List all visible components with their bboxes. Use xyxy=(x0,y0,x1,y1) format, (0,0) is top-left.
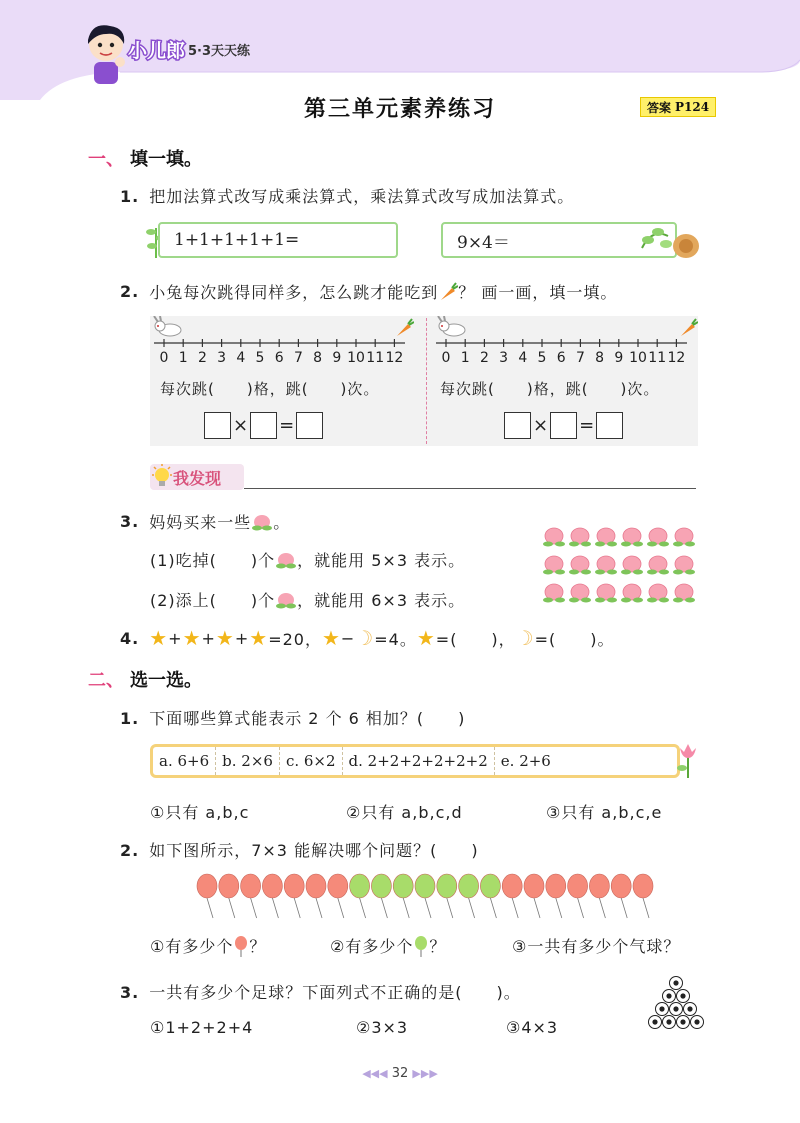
answer-square[interactable] xyxy=(596,412,623,439)
s1-q2 xyxy=(120,280,617,303)
moon-answer-blank[interactable]: =( )。 xyxy=(534,629,615,649)
answer-square[interactable] xyxy=(296,412,323,439)
section-2-heading xyxy=(88,666,202,692)
page-number-text: 32 xyxy=(391,1066,409,1081)
s2-q3 xyxy=(120,980,521,1003)
s2-q2-choice-1-text: ①有多少个 xyxy=(150,937,234,956)
peach-grid xyxy=(540,524,700,608)
peach xyxy=(543,556,565,575)
ruler-right xyxy=(432,316,702,366)
s2-q2-number: 2. xyxy=(120,841,140,860)
star-icon: ★ xyxy=(416,626,436,650)
peach xyxy=(621,528,643,547)
option-b[interactable]: b. 2×6 xyxy=(216,747,280,775)
minus-sign: − xyxy=(340,628,356,648)
fill-line-left: 每次跳( )格，跳( )次。 xyxy=(160,380,380,398)
section-2-number: 二、 xyxy=(88,670,124,691)
carrot-icon xyxy=(438,282,458,302)
red-balloon xyxy=(306,874,326,918)
discover-label: 我发现 xyxy=(173,469,222,488)
peach xyxy=(673,584,695,603)
tick-label: 3 xyxy=(217,350,227,366)
tick-label: 10 xyxy=(347,350,365,366)
equals-sign: = xyxy=(579,415,595,436)
s2-q2-choice-2-text: ②有多少个 xyxy=(330,937,414,956)
s1-q3-number: 3. xyxy=(120,512,140,531)
peach xyxy=(543,528,565,547)
panel-divider xyxy=(426,318,427,444)
peach xyxy=(647,556,669,575)
red-balloon xyxy=(568,874,588,918)
football xyxy=(649,1016,662,1029)
s1-q2-text-b: ？ 画一画，填一填。 xyxy=(458,283,618,302)
brand-name: 小儿郎 xyxy=(128,40,186,62)
star-icon: ★ xyxy=(249,626,269,650)
s1-q1-box-2-text: 9×4＝ xyxy=(457,232,510,253)
rabbit-icon xyxy=(152,316,184,338)
s2-q1-text: 下面哪些算式能表示 2 个 6 相加？( ) xyxy=(149,709,466,728)
peach-icon xyxy=(251,512,273,532)
s1-q1-number: 1. xyxy=(120,187,140,206)
s2-q2-text: 如下图所示，7×3 能解决哪个问题？( ) xyxy=(149,841,479,860)
s2-q2 xyxy=(120,838,479,861)
star-icon: ★ xyxy=(149,626,169,650)
star-icon: ★ xyxy=(182,626,202,650)
s1-q2-number: 2. xyxy=(120,282,140,301)
peach xyxy=(569,528,591,547)
peach-icon xyxy=(275,590,297,610)
peach xyxy=(673,528,695,547)
answer-ref: P124 xyxy=(675,100,710,114)
carrot-icon xyxy=(394,318,414,338)
peach xyxy=(647,584,669,603)
tick-label: 4 xyxy=(236,350,246,366)
peach xyxy=(673,556,695,575)
plus-sign: + xyxy=(168,628,183,648)
moon-icon: ☽ xyxy=(515,626,535,650)
green-balloon xyxy=(459,874,479,918)
tick-label: 11 xyxy=(648,350,667,366)
peach xyxy=(647,528,669,547)
s1-q1-box-1-text: 1+1+1+1+1= xyxy=(174,230,300,250)
tick-label: 0 xyxy=(441,350,451,366)
s2-q2-choice-3[interactable]: ③一共有多少个气球？ xyxy=(512,937,681,956)
tick-label: 9 xyxy=(332,350,342,366)
red-balloon xyxy=(328,874,348,918)
option-e[interactable]: e. 2+6 xyxy=(500,752,551,770)
green-balloon-icon xyxy=(413,935,429,957)
section-1-heading xyxy=(88,145,202,171)
section-2-title: 选一选。 xyxy=(130,670,202,691)
s2-q2-choice-2[interactable] xyxy=(330,934,446,957)
s2-q2-choice-1[interactable] xyxy=(150,934,266,957)
peach xyxy=(595,556,617,575)
green-balloon xyxy=(371,874,391,918)
star-icon: ★ xyxy=(215,626,235,650)
tick-label: 7 xyxy=(575,350,585,366)
carrot-icon xyxy=(678,318,698,338)
s1-q1 xyxy=(120,184,574,207)
s1-q2-text-a: 小兔每次跳得同样多，怎么跳才能吃到 xyxy=(149,283,439,302)
s1-q3-text: 妈妈买来一些 xyxy=(149,513,252,532)
tick-label: 0 xyxy=(159,350,169,366)
s1-q1-text: 把加法算式改写成乘法算式，乘法算式改写成加法算式。 xyxy=(149,187,575,206)
rabbit-icon xyxy=(436,316,468,338)
green-balloon xyxy=(437,874,457,918)
tick-label: 5 xyxy=(255,350,265,366)
equation-right xyxy=(504,412,623,439)
red-balloon xyxy=(262,874,282,918)
s2-q3-number: 3. xyxy=(120,983,140,1002)
s2-q3-text: 一共有多少个足球？下面列式不正确的是( )。 xyxy=(149,983,521,1002)
brand-series: 5·3天天练 xyxy=(188,44,251,59)
mascot-icon xyxy=(82,22,130,86)
s1-q3-end: 。 xyxy=(273,513,291,532)
discover-answer-line[interactable] xyxy=(244,488,696,489)
s1-q3-line1 xyxy=(150,548,465,571)
tick-label: 11 xyxy=(366,350,385,366)
tick-label: 10 xyxy=(629,350,647,366)
football xyxy=(663,1016,676,1029)
times-sign: × xyxy=(233,415,249,436)
eq-20: =20， xyxy=(268,629,322,649)
s2-q1 xyxy=(120,706,465,729)
peach-icon xyxy=(275,550,297,570)
lightbulb-icon xyxy=(150,464,174,490)
s1-q4-number: 4. xyxy=(120,628,140,648)
red-balloon xyxy=(241,874,261,918)
fill-line-right: 每次跳( )格，跳( )次。 xyxy=(440,380,660,398)
football xyxy=(670,1003,683,1016)
s2-q3-choice-1[interactable]: ①1+2+2+4 xyxy=(150,1018,254,1037)
equals-sign: = xyxy=(279,415,295,436)
football xyxy=(691,1016,704,1029)
answer-tag xyxy=(640,97,716,117)
times-sign: × xyxy=(533,415,549,436)
option-a[interactable]: a. 6+6 xyxy=(153,747,216,775)
football xyxy=(663,990,676,1003)
s2-q1-choice-1[interactable]: ①只有 a,b,c xyxy=(150,803,250,822)
tick-label: 4 xyxy=(518,350,528,366)
prev-arrows: ◀◀◀ xyxy=(362,1067,388,1080)
section-1-title: 填一填。 xyxy=(130,149,202,170)
question-mark: ？ xyxy=(429,937,447,956)
s1-q3 xyxy=(120,510,290,533)
s1-q3-line2-b: ，就能用 6×3 表示。 xyxy=(297,591,466,610)
red-balloon xyxy=(589,874,609,918)
eq-4: =4。 xyxy=(374,629,417,649)
green-balloon xyxy=(393,874,413,918)
answer-square[interactable] xyxy=(250,412,277,439)
green-balloon xyxy=(350,874,370,918)
red-balloon xyxy=(524,874,544,918)
s1-q3-line1-b: ，就能用 5×3 表示。 xyxy=(297,551,466,570)
answer-square[interactable] xyxy=(504,412,531,439)
question-mark: ？ xyxy=(249,937,267,956)
football xyxy=(677,1016,690,1029)
tick-label: 6 xyxy=(556,350,566,366)
page-title: 第三单元素养练习 xyxy=(303,97,496,122)
ruler-left xyxy=(150,316,420,366)
red-balloon-icon xyxy=(233,935,249,957)
page-number xyxy=(0,1066,800,1081)
football xyxy=(677,990,690,1003)
option-c[interactable]: c. 6×2 xyxy=(280,747,343,775)
red-balloon xyxy=(284,874,304,918)
tick-label: 8 xyxy=(595,350,605,366)
tulip-icon xyxy=(676,742,700,778)
peach xyxy=(543,584,565,603)
moon-icon: ☽ xyxy=(355,626,375,650)
star-answer-blank[interactable]: =( )， xyxy=(435,629,516,649)
green-balloon xyxy=(480,874,500,918)
peach xyxy=(595,528,617,547)
red-balloon xyxy=(546,874,566,918)
peach xyxy=(621,556,643,575)
peach xyxy=(569,556,591,575)
football-pyramid xyxy=(644,976,708,1032)
s1-q4 xyxy=(120,626,615,650)
red-balloon xyxy=(611,874,631,918)
football xyxy=(684,1003,697,1016)
plus-sign: + xyxy=(234,628,250,648)
s1-q3-line2 xyxy=(150,588,465,611)
football xyxy=(656,1003,669,1016)
red-balloon xyxy=(502,874,522,918)
s2-q1-choice-3[interactable]: ③只有 a,b,c,e xyxy=(546,803,663,822)
s2-q3-choice-3[interactable]: ③4×3 xyxy=(506,1018,559,1037)
red-balloon xyxy=(633,874,653,918)
peach xyxy=(621,584,643,603)
peach xyxy=(595,584,617,603)
option-d[interactable]: d. 2+2+2+2+2+2 xyxy=(343,747,495,775)
tick-label: 5 xyxy=(537,350,547,366)
tick-label: 12 xyxy=(385,350,404,366)
tick-label: 12 xyxy=(667,350,686,366)
tick-label: 9 xyxy=(614,350,624,366)
tick-label: 1 xyxy=(460,350,470,366)
s1-q3-line1-a: (1)吃掉( )个 xyxy=(150,551,276,570)
plus-sign: + xyxy=(201,628,216,648)
s2-q1-options xyxy=(150,744,680,778)
s2-q1-number: 1. xyxy=(120,709,140,728)
equation-left xyxy=(204,412,323,439)
plant-basket-icon xyxy=(638,218,702,262)
tick-label: 2 xyxy=(197,350,207,366)
s2-q1-choice-2[interactable]: ②只有 a,b,c,d xyxy=(346,803,463,822)
s1-q1-box-1[interactable] xyxy=(158,222,398,258)
s1-q3-line2-a: (2)添上( )个 xyxy=(150,591,276,610)
star-icon: ★ xyxy=(321,626,341,650)
tick-label: 6 xyxy=(274,350,284,366)
answer-label: 答案 xyxy=(647,100,672,115)
red-balloon xyxy=(197,874,217,918)
tick-label: 8 xyxy=(313,350,323,366)
red-balloon xyxy=(219,874,239,918)
answer-square[interactable] xyxy=(204,412,231,439)
s2-q3-choice-2[interactable]: ②3×3 xyxy=(356,1018,409,1037)
tick-label: 3 xyxy=(499,350,509,366)
green-balloon xyxy=(415,874,435,918)
peach xyxy=(569,584,591,603)
section-1-number: 一、 xyxy=(88,149,124,170)
balloon-row xyxy=(196,872,666,920)
tick-label: 2 xyxy=(479,350,489,366)
answer-square[interactable] xyxy=(550,412,577,439)
tick-label: 1 xyxy=(178,350,188,366)
next-arrows: ▶▶▶ xyxy=(412,1067,438,1080)
football xyxy=(670,977,683,990)
tick-label: 7 xyxy=(293,350,303,366)
